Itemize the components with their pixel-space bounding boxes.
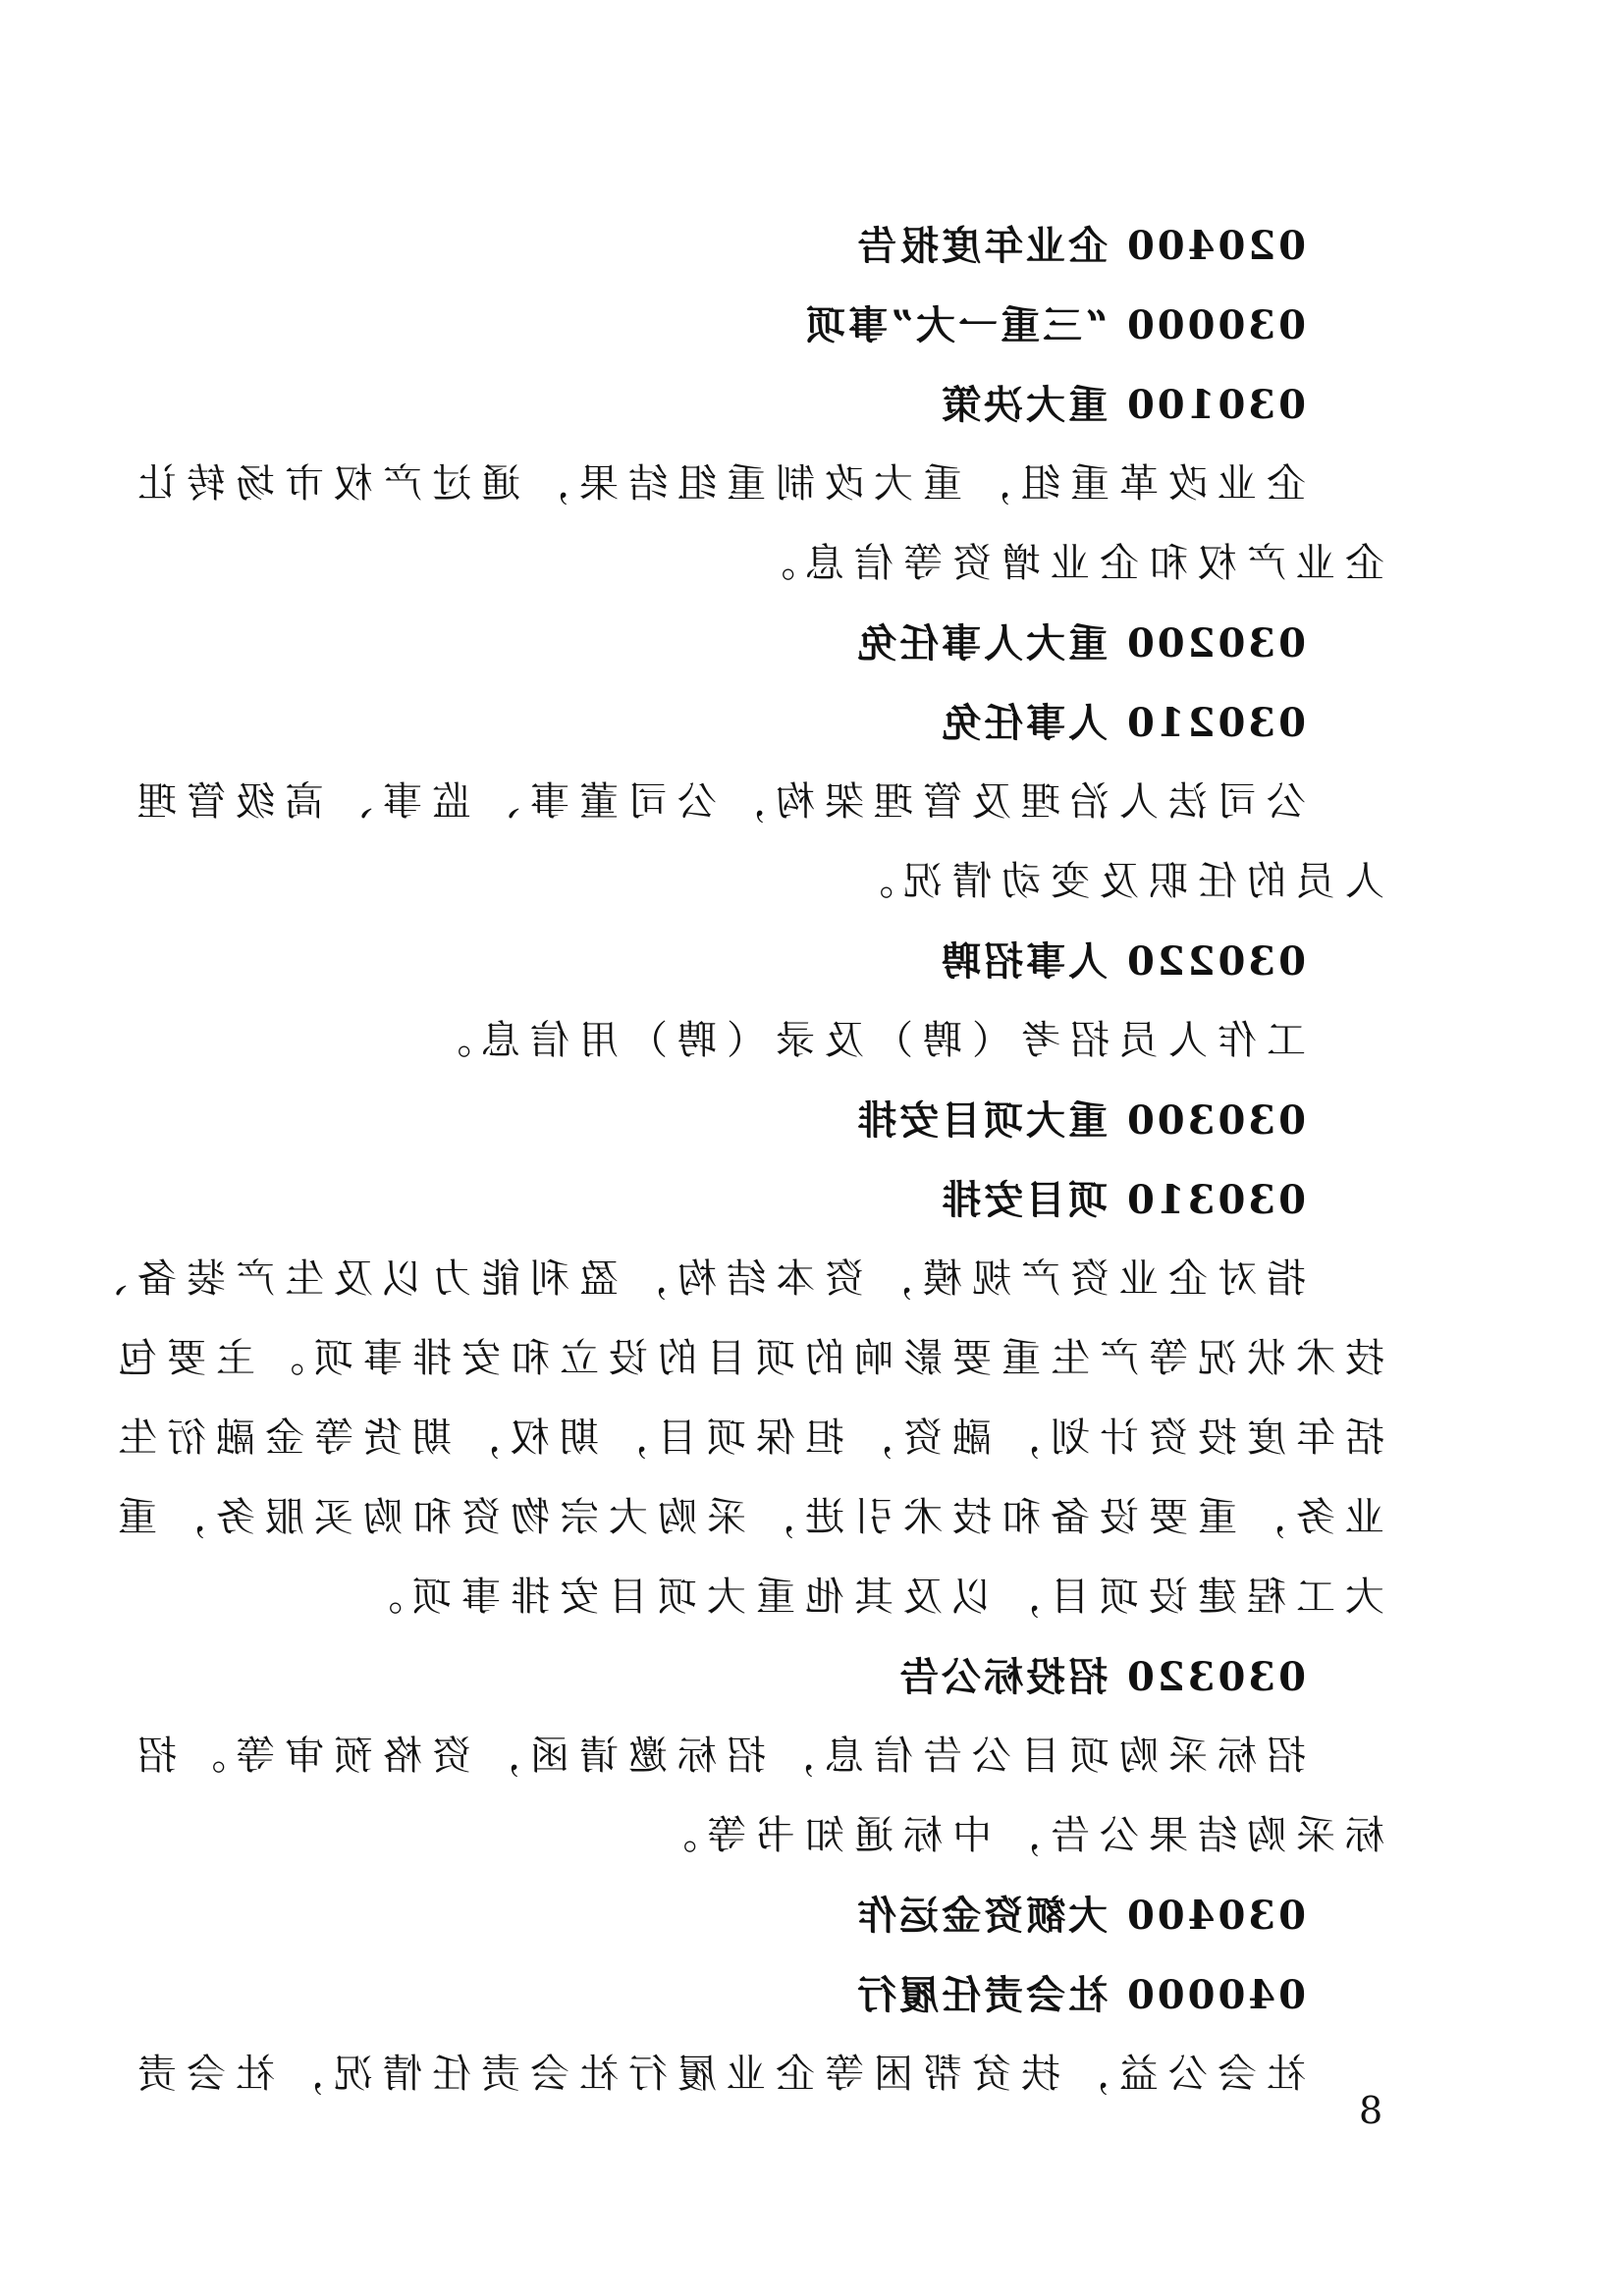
heading-030320: 030320 招投标公告 bbox=[896, 1654, 1306, 1700]
paragraph-line: 指对企业资产规模，资本结构，盈利能力以及生产装备、 bbox=[79, 1256, 1306, 1302]
paragraph-line: 工作人员招考（聘）及录（聘）用信息。 bbox=[422, 1018, 1306, 1063]
heading-030000: 030000 “三重一大”事项 bbox=[803, 302, 1306, 348]
paragraph-line: 企业改革重组，重大改制重组结果，通过产权市场转让 bbox=[128, 461, 1306, 507]
text-block bbox=[79, 206, 1384, 2114]
paragraph-line: 大工程建设项目，以及其他重大项目安排事项。 bbox=[353, 1575, 1384, 1620]
paragraph-line: 公司法人治理及管理架构，公司董事、监事、高级管理 bbox=[128, 779, 1306, 825]
paragraph-line: 业务，重要设备和技术引进，采购大宗物资和购买服务，重 bbox=[108, 1495, 1384, 1540]
heading-030220: 030220 人事招聘 bbox=[939, 938, 1306, 985]
heading-020400: 020400 企业年度报告 bbox=[854, 223, 1306, 269]
paragraph-line: 人员的任职及变动情况。 bbox=[844, 859, 1384, 904]
paragraph-line: 招标采购项目公告信息，招标邀请函，资格预审等。招 bbox=[128, 1734, 1306, 1779]
heading-030100: 030100 重大决策 bbox=[939, 382, 1306, 428]
paragraph-line: 技术状况等产生重要影响的项目的设立和安排事项。主要包 bbox=[108, 1336, 1384, 1381]
page-number: 8 bbox=[1359, 2089, 1383, 2132]
heading-030300: 030300 重大项目安排 bbox=[854, 1097, 1306, 1144]
heading-030310: 030310 项目安排 bbox=[939, 1177, 1306, 1223]
heading-030210: 030210 人事任免 bbox=[939, 700, 1306, 746]
heading-040000: 040000 社会责任履行 bbox=[854, 1972, 1306, 2018]
paragraph-line: 企业产权和企业增资等信息。 bbox=[746, 541, 1384, 586]
paragraph-line: 标采购结果公告，中标通知书等。 bbox=[648, 1813, 1384, 1858]
paragraph-line: 括年度投资计划，融资，担保项目，期权，期货等金融衍生 bbox=[108, 1415, 1384, 1461]
heading-030400: 030400 大额资金运作 bbox=[854, 1893, 1306, 1939]
paragraph-line: 社会公益，扶贫帮困等企业履行社会责任情况，社会责 bbox=[128, 2052, 1306, 2097]
heading-030200: 030200 重大人事任免 bbox=[854, 620, 1306, 667]
